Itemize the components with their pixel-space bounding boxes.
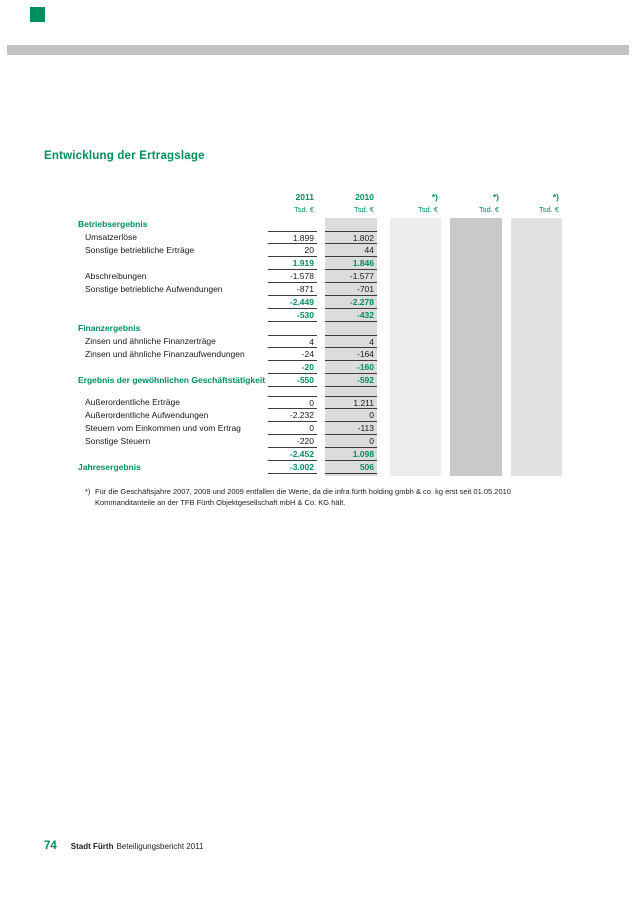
table-row [0, 435, 636, 448]
value-cell-2010: 506 [325, 461, 377, 474]
header-bar [7, 45, 629, 55]
row-label: Jahresergebnis [78, 462, 141, 472]
value-cell-2011: 4 [268, 335, 317, 348]
table-row [0, 396, 636, 409]
row-label: Steuern vom Einkommen und vom Ertrag [85, 423, 241, 433]
value-cell-2010: -1.577 [325, 270, 377, 283]
value-cell-2011: -24 [268, 348, 317, 361]
value-cell-2010 [325, 322, 377, 335]
brand-square [30, 7, 45, 22]
table-row [0, 409, 636, 422]
row-label [0, 361, 268, 374]
row-label [0, 257, 268, 270]
table-row [0, 218, 636, 231]
value-cell-2011: -530 [268, 309, 317, 322]
row-label: Abschreibungen [85, 271, 147, 281]
value-cell-2010: 4 [325, 335, 377, 348]
value-cell-2010 [325, 218, 377, 231]
value-cell-2011: -20 [268, 361, 317, 374]
table-row [0, 322, 636, 335]
value-cell-2010: 1.846 [325, 257, 377, 270]
table-row [0, 374, 636, 387]
column-year-header: 2011 [295, 191, 314, 202]
row-label: Betriebsergebnis [78, 219, 148, 229]
page-number: 74 [44, 840, 57, 852]
table-row [0, 422, 636, 435]
row-label: Umsatzerlöse [85, 232, 137, 242]
row-label [0, 309, 268, 322]
header-year-row [0, 190, 636, 203]
footer-brand: Stadt Fürth [70, 842, 114, 851]
value-cell-2011: -871 [268, 283, 317, 296]
row-label: Zinsen und ähnliche Finanzerträge [85, 336, 216, 346]
value-cell-2010: -701 [325, 283, 377, 296]
row-label: Finanzergebnis [78, 323, 141, 333]
table-row [0, 335, 636, 348]
value-cell-2010: -592 [325, 374, 377, 387]
value-cell-2010: -2.278 [325, 296, 377, 309]
value-cell-2011: -220 [268, 435, 317, 448]
value-cell-2011: 0 [268, 396, 317, 409]
column-year-header: *) [492, 191, 499, 202]
value-cell-2011: -1.578 [268, 270, 317, 283]
footnote-marker: *) [85, 487, 91, 496]
value-cell-2011: -2.232 [268, 409, 317, 422]
value-cell-2011: 1.899 [268, 231, 317, 244]
table-row [0, 270, 636, 283]
column-year-header: 2010 [355, 191, 374, 202]
value-cell-2010: 1.098 [325, 448, 377, 461]
column-year-header: *) [431, 191, 438, 202]
row-label: Ergebnis der gewöhnlichen Geschäftstätigkeit [78, 375, 266, 385]
value-cell-2010: -113 [325, 422, 377, 435]
value-cell-2010: -432 [325, 309, 377, 322]
table-row [0, 448, 636, 461]
value-cell-2010: 1.211 [325, 396, 377, 409]
value-cell-2010: 0 [325, 409, 377, 422]
row-label [0, 296, 268, 309]
column-unit-header: Tsd. € [417, 205, 438, 214]
value-cell-2011: 20 [268, 244, 317, 257]
earnings-table [0, 190, 636, 476]
table-row [0, 461, 636, 474]
column-unit-header: Tsd. € [478, 205, 499, 214]
row-label: Zinsen und ähnliche Finanzaufwendungen [85, 349, 245, 359]
footer-doc-title: Beteiligungsbericht 2011 [116, 842, 204, 851]
row-label [0, 448, 268, 461]
table-row [0, 244, 636, 257]
table-row [0, 283, 636, 296]
value-cell-2010: 0 [325, 435, 377, 448]
value-cell-2011: -550 [268, 374, 317, 387]
row-label: Sonstige betriebliche Erträge [85, 245, 195, 255]
value-cell-2010: 44 [325, 244, 377, 257]
table-row [0, 348, 636, 361]
page-title: Entwicklung der Ertragslage [44, 150, 205, 162]
table-row [0, 231, 636, 244]
table-row [0, 309, 636, 322]
table-row [0, 296, 636, 309]
value-cell-2011: -3.002 [268, 461, 317, 474]
column-unit-header: Tsd. € [538, 205, 559, 214]
value-cell-2011 [268, 218, 317, 231]
table-row [0, 361, 636, 374]
value-cell-2011: 0 [268, 422, 317, 435]
footnote [85, 487, 567, 508]
value-cell-2010: 1.802 [325, 231, 377, 244]
table-row [0, 257, 636, 270]
column-unit-header: Tsd. € [353, 205, 374, 214]
value-cell-2011: -2.452 [268, 448, 317, 461]
value-cell-2011 [268, 322, 317, 335]
row-label: Außerordentliche Aufwendungen [85, 410, 209, 420]
column-year-header: *) [552, 191, 559, 202]
table-body [0, 218, 636, 476]
page-footer [44, 840, 204, 852]
row-label: Außerordentliche Erträge [85, 397, 180, 407]
row-label: Sonstige Steuern [85, 436, 151, 446]
footnote-text: Für die Geschäftsjahre 2007, 2008 und 2009 entfallen die Werte, da die infra fürth holding gmbh & co. kg erst seit 01.05.2010 Kommanditanteile an der TFB Fürth Objektgesellschaft mbH & Co. KG hält. [95, 487, 511, 507]
column-unit-header: Tsd. € [293, 205, 314, 214]
value-cell-2010: -160 [325, 361, 377, 374]
header-unit-row [0, 203, 636, 216]
row-label: Sonstige betriebliche Aufwendungen [85, 284, 223, 294]
value-cell-2011: 1.919 [268, 257, 317, 270]
value-cell-2011: -2.449 [268, 296, 317, 309]
value-cell-2010: -164 [325, 348, 377, 361]
